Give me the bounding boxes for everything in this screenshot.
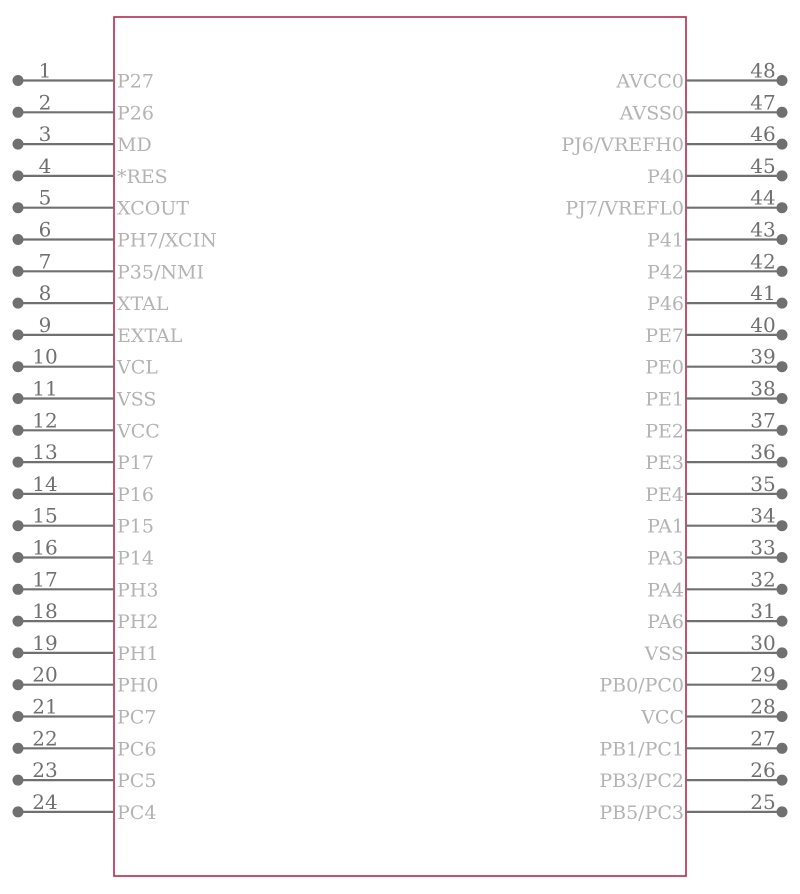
pin-name-label: PE1: [645, 388, 684, 411]
pin-name-label: PH7/XCIN: [117, 229, 217, 252]
pin-endpoint-dot[interactable]: [13, 107, 24, 118]
pin-endpoint-dot[interactable]: [777, 139, 788, 150]
pin-endpoint-dot[interactable]: [13, 393, 24, 404]
pin-number: 2: [38, 90, 52, 115]
right-pin-group: [561, 59, 787, 824]
pin-number: 7: [38, 249, 52, 274]
pin-name-label: PB1/PC1: [599, 738, 684, 761]
pin-endpoint-dot[interactable]: [777, 520, 788, 531]
pin-name-label: P14: [117, 547, 154, 570]
pin-endpoint-dot[interactable]: [13, 266, 24, 277]
pin-9: [13, 313, 183, 347]
pin-number: 43: [750, 217, 776, 242]
pin-number: 29: [750, 662, 776, 687]
pin-endpoint-dot[interactable]: [777, 647, 788, 658]
pin-21: [13, 695, 157, 729]
pin-30: [644, 631, 788, 665]
pin-endpoint-dot[interactable]: [777, 266, 788, 277]
pin-number: 26: [750, 758, 776, 783]
pin-29: [599, 663, 787, 697]
pin-name-label: PH0: [117, 674, 159, 697]
pin-endpoint-dot[interactable]: [777, 425, 788, 436]
pin-endpoint-dot[interactable]: [777, 552, 788, 563]
pin-7: [13, 249, 204, 283]
pin-number: 42: [750, 249, 776, 274]
pin-number: 4: [38, 153, 52, 178]
pin-endpoint-dot[interactable]: [777, 202, 788, 213]
pin-40: [645, 313, 787, 347]
pin-46: [561, 122, 787, 156]
pin-name-label: P46: [647, 293, 684, 316]
pin-number: 41: [750, 281, 776, 306]
pin-number: 3: [38, 122, 52, 147]
pin-number: 27: [750, 726, 776, 751]
pin-endpoint-dot[interactable]: [13, 552, 24, 563]
pin-endpoint-dot[interactable]: [777, 234, 788, 245]
pin-10: [13, 345, 159, 379]
pin-name-label: PC7: [117, 706, 157, 729]
pin-name-label: PA4: [647, 579, 684, 602]
pin-number: 45: [750, 153, 776, 178]
pin-name-label: P16: [117, 483, 154, 506]
pin-37: [645, 408, 787, 442]
pin-number: 31: [750, 599, 776, 624]
pin-23: [13, 758, 157, 792]
pin-name-label: P35/NMI: [117, 261, 204, 284]
pin-endpoint-dot[interactable]: [13, 202, 24, 213]
pin-19: [13, 631, 159, 665]
pin-number: 6: [38, 217, 52, 242]
pin-16: [13, 536, 154, 570]
pin-name-label: VCC: [641, 706, 684, 729]
pin-number: 46: [750, 122, 776, 147]
pin-14: [13, 472, 154, 506]
pin-number: 22: [32, 726, 58, 751]
pin-1: [13, 59, 154, 93]
pin-name-label: PE7: [645, 324, 684, 347]
pin-number: 5: [38, 185, 52, 210]
pin-name-label: PE4: [645, 483, 684, 506]
pin-11: [13, 377, 157, 411]
pin-number: 16: [32, 535, 58, 560]
pin-43: [647, 218, 787, 252]
pin-name-label: AVCC0: [616, 70, 684, 93]
pin-endpoint-dot[interactable]: [13, 679, 24, 690]
pin-31: [647, 599, 787, 633]
pin-name-label: AVSS0: [619, 102, 684, 125]
pin-number: 32: [750, 567, 776, 592]
pin-endpoint-dot[interactable]: [777, 679, 788, 690]
pin-endpoint-dot[interactable]: [777, 393, 788, 404]
pin-name-label: PE2: [645, 420, 684, 443]
pin-name-label: PC6: [117, 738, 157, 761]
pin-endpoint-dot[interactable]: [777, 806, 788, 817]
pin-endpoint-dot[interactable]: [777, 329, 788, 340]
pin-name-label: P42: [647, 261, 684, 284]
pin-name-label: P40: [647, 165, 684, 188]
pin-32: [647, 567, 787, 601]
pin-name-label: P15: [117, 515, 154, 538]
pin-number: 34: [750, 503, 776, 528]
pin-24: [13, 790, 157, 824]
pin-name-label: *RES: [117, 165, 168, 188]
pin-name-label: PC5: [117, 770, 157, 793]
pin-endpoint-dot[interactable]: [777, 361, 788, 372]
pin-number: 35: [750, 471, 776, 496]
pin-5: [13, 186, 190, 220]
pin-number: 30: [750, 630, 776, 655]
pin-endpoint-dot[interactable]: [13, 139, 24, 150]
pin-38: [645, 377, 787, 411]
pin-name-label: PE0: [645, 356, 684, 379]
pin-8: [13, 281, 169, 315]
pin-endpoint-dot[interactable]: [777, 616, 788, 627]
pin-20: [13, 663, 159, 697]
pin-endpoint-dot[interactable]: [13, 743, 24, 754]
pin-47: [619, 90, 788, 124]
pin-number: 12: [32, 408, 58, 433]
pin-name-label: PC4: [117, 801, 157, 824]
pin-number: 48: [750, 58, 776, 83]
pin-36: [645, 440, 787, 474]
pin-2: [13, 90, 154, 124]
pin-endpoint-dot[interactable]: [13, 457, 24, 468]
pin-35: [645, 472, 787, 506]
pin-number: 36: [750, 440, 776, 465]
pin-number: 39: [750, 344, 776, 369]
pin-endpoint-dot[interactable]: [13, 520, 24, 531]
pin-name-label: VSS: [644, 642, 684, 665]
pin-number: 28: [750, 694, 776, 719]
pin-endpoint-dot[interactable]: [13, 298, 24, 309]
pin-39: [645, 345, 787, 379]
pin-endpoint-dot[interactable]: [777, 584, 788, 595]
pin-number: 17: [32, 567, 58, 592]
pin-27: [599, 726, 787, 760]
pin-name-label: XTAL: [117, 293, 169, 316]
pin-endpoint-dot[interactable]: [777, 775, 788, 786]
pin-endpoint-dot[interactable]: [777, 107, 788, 118]
pin-endpoint-dot[interactable]: [777, 457, 788, 468]
pin-endpoint-dot[interactable]: [777, 298, 788, 309]
pin-name-label: PB3/PC2: [599, 770, 684, 793]
pin-name-label: MD: [117, 134, 152, 157]
pin-endpoint-dot[interactable]: [13, 425, 24, 436]
pin-endpoint-dot[interactable]: [777, 743, 788, 754]
pin-number: 9: [38, 312, 52, 337]
pin-number: 40: [750, 312, 776, 337]
pin-number: 21: [32, 694, 58, 719]
pin-number: 38: [750, 376, 776, 401]
pin-number: 1: [38, 58, 52, 83]
pin-22: [13, 726, 157, 760]
pin-name-label: PA3: [647, 547, 684, 570]
pin-endpoint-dot[interactable]: [13, 616, 24, 627]
pin-17: [13, 567, 159, 601]
pin-name-label: VCL: [117, 356, 158, 379]
pin-name-label: PJ7/VREFL0: [565, 197, 684, 220]
pin-name-label: VCC: [117, 420, 160, 443]
pin-number: 19: [32, 630, 58, 655]
pin-endpoint-dot[interactable]: [13, 170, 24, 181]
pin-number: 25: [750, 789, 776, 814]
pin-41: [647, 281, 787, 315]
pin-28: [640, 695, 787, 729]
pin-endpoint-dot[interactable]: [13, 329, 24, 340]
pin-number: 33: [750, 535, 776, 560]
pin-name-label: VSS: [117, 388, 157, 411]
pin-44: [565, 186, 787, 220]
pin-name-label: P27: [117, 70, 154, 93]
pin-endpoint-dot[interactable]: [13, 711, 24, 722]
pin-name-label: P41: [647, 229, 684, 252]
pin-endpoint-dot[interactable]: [13, 775, 24, 786]
pin-endpoint-dot[interactable]: [13, 584, 24, 595]
pin-name-label: PE3: [645, 452, 684, 475]
pin-number: 44: [750, 185, 776, 210]
pin-48: [615, 59, 787, 93]
pin-name-label: PB0/PC0: [599, 674, 684, 697]
pin-45: [647, 154, 787, 188]
pin-name-label: PH2: [117, 611, 159, 634]
pin-number: 23: [32, 758, 58, 783]
pin-26: [599, 758, 787, 792]
pin-number: 20: [32, 662, 58, 687]
pin-number: 47: [750, 90, 776, 115]
pin-18: [13, 599, 159, 633]
pin-name-label: EXTAL: [117, 324, 183, 347]
pin-number: 11: [32, 376, 58, 401]
pin-15: [13, 504, 154, 538]
pin-34: [647, 504, 787, 538]
pin-number: 15: [32, 503, 58, 528]
pin-42: [647, 249, 787, 283]
pin-endpoint-dot[interactable]: [13, 234, 24, 245]
pin-name-label: P26: [117, 102, 154, 125]
pin-13: [13, 440, 154, 474]
pin-3: [13, 122, 152, 156]
pin-name-label: PB5/PC3: [599, 801, 684, 824]
pin-number: 14: [32, 471, 58, 496]
pin-number: 18: [32, 599, 58, 624]
pin-endpoint-dot[interactable]: [13, 75, 24, 86]
pin-endpoint-dot[interactable]: [13, 488, 24, 499]
pin-name-label: XCOUT: [117, 197, 189, 220]
pin-endpoint-dot[interactable]: [13, 806, 24, 817]
pin-endpoint-dot[interactable]: [13, 647, 24, 658]
pin-12: [13, 408, 160, 442]
pin-number: 8: [38, 281, 52, 306]
pin-endpoint-dot[interactable]: [777, 488, 788, 499]
pin-name-label: PJ6/VREFH0: [561, 134, 684, 157]
pin-25: [599, 790, 787, 824]
pin-endpoint-dot[interactable]: [777, 170, 788, 181]
pin-4: [13, 154, 168, 188]
pin-name-label: PH1: [117, 642, 159, 665]
pin-name-label: PA1: [647, 515, 684, 538]
pin-33: [647, 536, 787, 570]
pin-name-label: P17: [117, 452, 154, 475]
pin-endpoint-dot[interactable]: [777, 75, 788, 86]
pin-number: 37: [750, 408, 776, 433]
pin-number: 24: [32, 789, 58, 814]
pin-endpoint-dot[interactable]: [13, 361, 24, 372]
pin-number: 10: [32, 344, 58, 369]
pin-number: 13: [32, 440, 58, 465]
pin-name-label: PH3: [117, 579, 159, 602]
pin-name-label: PA6: [647, 611, 684, 634]
pin-endpoint-dot[interactable]: [777, 711, 788, 722]
